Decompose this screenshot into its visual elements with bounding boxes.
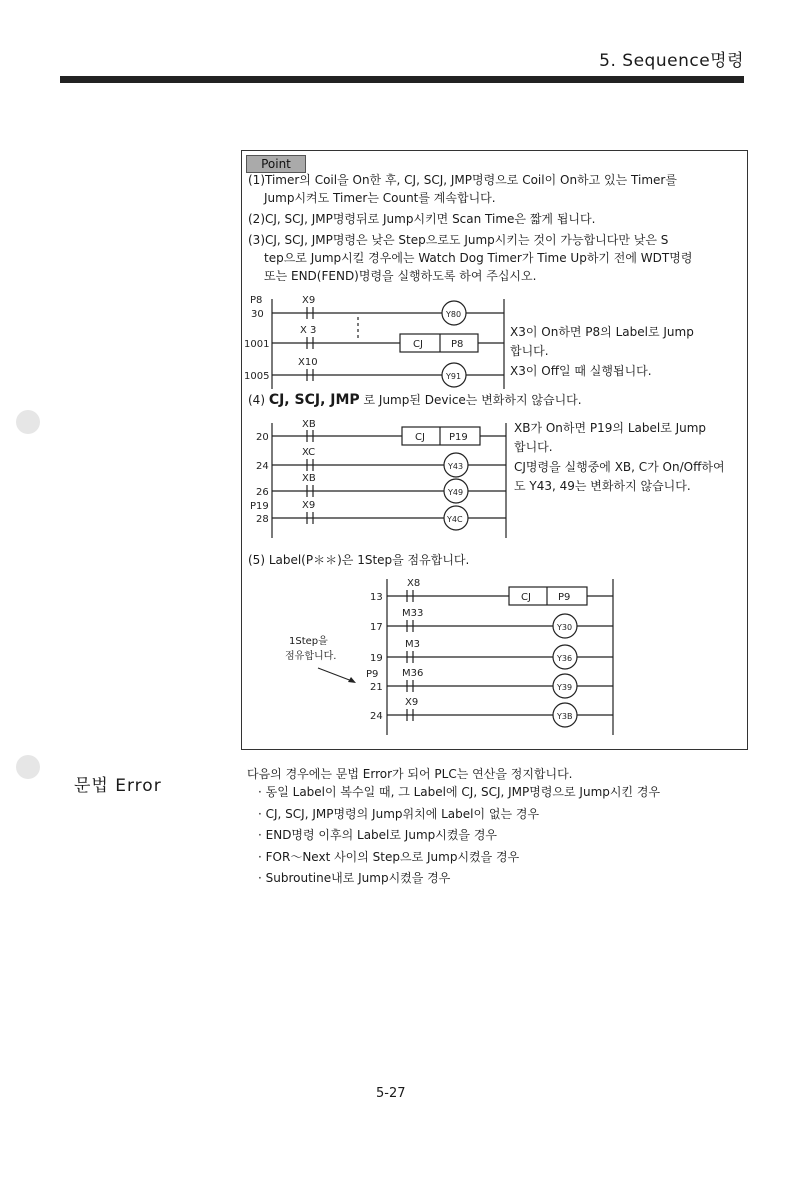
operand-label: P9 (558, 592, 571, 603)
list-item: · FOR～Next 사이의 Step으로 Jump시켰을 경우 (258, 849, 520, 864)
contact-label: X9 (405, 697, 419, 708)
chapter-header: 5. Sequence명령 (599, 51, 744, 71)
coil-label: Y3B (557, 712, 573, 721)
step-number: 1001 (244, 339, 270, 350)
point-tag: Point (246, 155, 306, 173)
step-number: 28 (256, 514, 269, 525)
step-number: 17 (370, 622, 383, 633)
ladder2-note-3: CJ명령을 실행중에 XB, C가 On/Off하여 (514, 460, 725, 474)
step-number: 24 (256, 461, 269, 472)
error-list (258, 782, 660, 890)
coil-label: Y43 (448, 462, 464, 471)
contact-label: X8 (407, 578, 421, 589)
contact-label: M3 (405, 639, 420, 650)
step-number: 19 (370, 653, 383, 664)
point-line-5: tep으로 Jump시킬 경우에는 Watch Dog Timer가 Time Up하기 전에 WDT명령 (264, 251, 693, 265)
step-number: 13 (370, 592, 383, 603)
contact-label: X 3 (300, 325, 317, 336)
punch-hole (16, 410, 40, 434)
ladder-diagram-2 (242, 413, 512, 539)
coil-label: Y36 (557, 654, 573, 663)
ladder1-note-3: X3이 Off일 때 실행됩니다. (510, 364, 652, 378)
pointer-label: P19 (250, 501, 269, 512)
contact-label: XB (302, 419, 316, 430)
step-number: 20 (256, 432, 269, 443)
contact-label: XC (302, 447, 316, 458)
coil-label: Y30 (557, 623, 573, 632)
list-item: · CJ, SCJ, JMP명령의 Jump위치에 Label이 없는 경우 (258, 806, 540, 821)
coil-label: Y49 (448, 488, 464, 497)
list-item: · END명령 이후의 Label로 Jump시켰을 경우 (258, 828, 498, 842)
step-number: 24 (370, 711, 383, 722)
section-4-text: 로 Jump된 Device는 변화하지 않습니다. (363, 393, 582, 407)
section-5-heading: (5) Label(P＊＊)은 1Step을 점유합니다. (248, 553, 470, 567)
contact-label: M36 (402, 668, 424, 679)
list-item: · Subroutine내로 Jump시켰을 경우 (258, 871, 451, 885)
pointer-label: P9 (366, 669, 379, 680)
contact-label: M33 (402, 608, 424, 619)
list-item: · 동일 Label이 복수일 때, 그 Label에 CJ, SCJ, JMP명령으로 Jump시킨 경우 (258, 785, 661, 799)
contact-label: X10 (298, 357, 318, 368)
ladder2-note-1: XB가 On하면 P19의 Label로 Jump (514, 421, 707, 435)
point-line-1: (1)Timer의 Coil을 On한 후, CJ, SCJ, JMP명령으로 Coil이 On하고 있는 Timer를 (248, 173, 677, 187)
contact-label: XB (302, 473, 316, 484)
coil-label: Y39 (557, 683, 573, 692)
step-number: 26 (256, 487, 269, 498)
punch-hole (16, 755, 40, 779)
point-line-4: (3)CJ, SCJ, JMP명령은 낮은 Step으로도 Jump시키는 것이 가능합니다만 낮은 S (248, 233, 669, 247)
contact-label: X9 (302, 295, 316, 306)
coil-label: Y4C (447, 515, 463, 524)
ladder-diagram-1 (242, 289, 512, 391)
error-intro: 다음의 경우에는 문법 Error가 되어 PLC는 연산을 정지합니다. (247, 767, 573, 781)
operand-label: P8 (451, 339, 464, 350)
step-number: 21 (370, 682, 383, 693)
ladder3-note-2: 점유합니다. (285, 651, 337, 662)
pointer-label: P8 (250, 295, 263, 306)
instruction-label: CJ (521, 592, 531, 603)
section-4-keywords: CJ, SCJ, JMP (268, 392, 360, 408)
coil-label: Y91 (446, 372, 462, 381)
point-line-6: 또는 END(FEND)명령을 실행하도록 하여 주십시오. (264, 269, 537, 283)
ladder1-note-2: 합니다. (510, 344, 549, 358)
coil-label: Y80 (446, 310, 462, 319)
point-box (241, 150, 748, 750)
section-number: (4) (248, 393, 265, 407)
header-rule (60, 76, 744, 83)
instruction-label: CJ (413, 339, 423, 350)
page-number: 5-27 (376, 1086, 406, 1101)
error-section-title: 문법 Error (74, 776, 162, 796)
step-number: 30 (251, 309, 264, 320)
point-line-2: Jump시켜도 Timer는 Count를 계속합니다. (264, 191, 496, 205)
arrow-icon (318, 666, 358, 686)
contact-label: X9 (302, 500, 316, 511)
ladder3-note-1: 1Step을 (289, 636, 328, 647)
ladder2-note-2: 합니다. (514, 440, 553, 454)
ladder-diagram-3 (357, 575, 619, 737)
step-number: 1005 (244, 371, 270, 382)
operand-label: P19 (449, 432, 468, 443)
ladder2-note-4: 도 Y43, 49는 변화하지 않습니다. (514, 479, 691, 493)
section-4-heading (248, 392, 582, 410)
point-line-3: (2)CJ, SCJ, JMP명령뒤로 Jump시키면 Scan Time은 짧게 됩니다. (248, 212, 596, 226)
ladder1-note-1: X3이 On하면 P8의 Label로 Jump (510, 325, 694, 339)
instruction-label: CJ (415, 432, 425, 443)
